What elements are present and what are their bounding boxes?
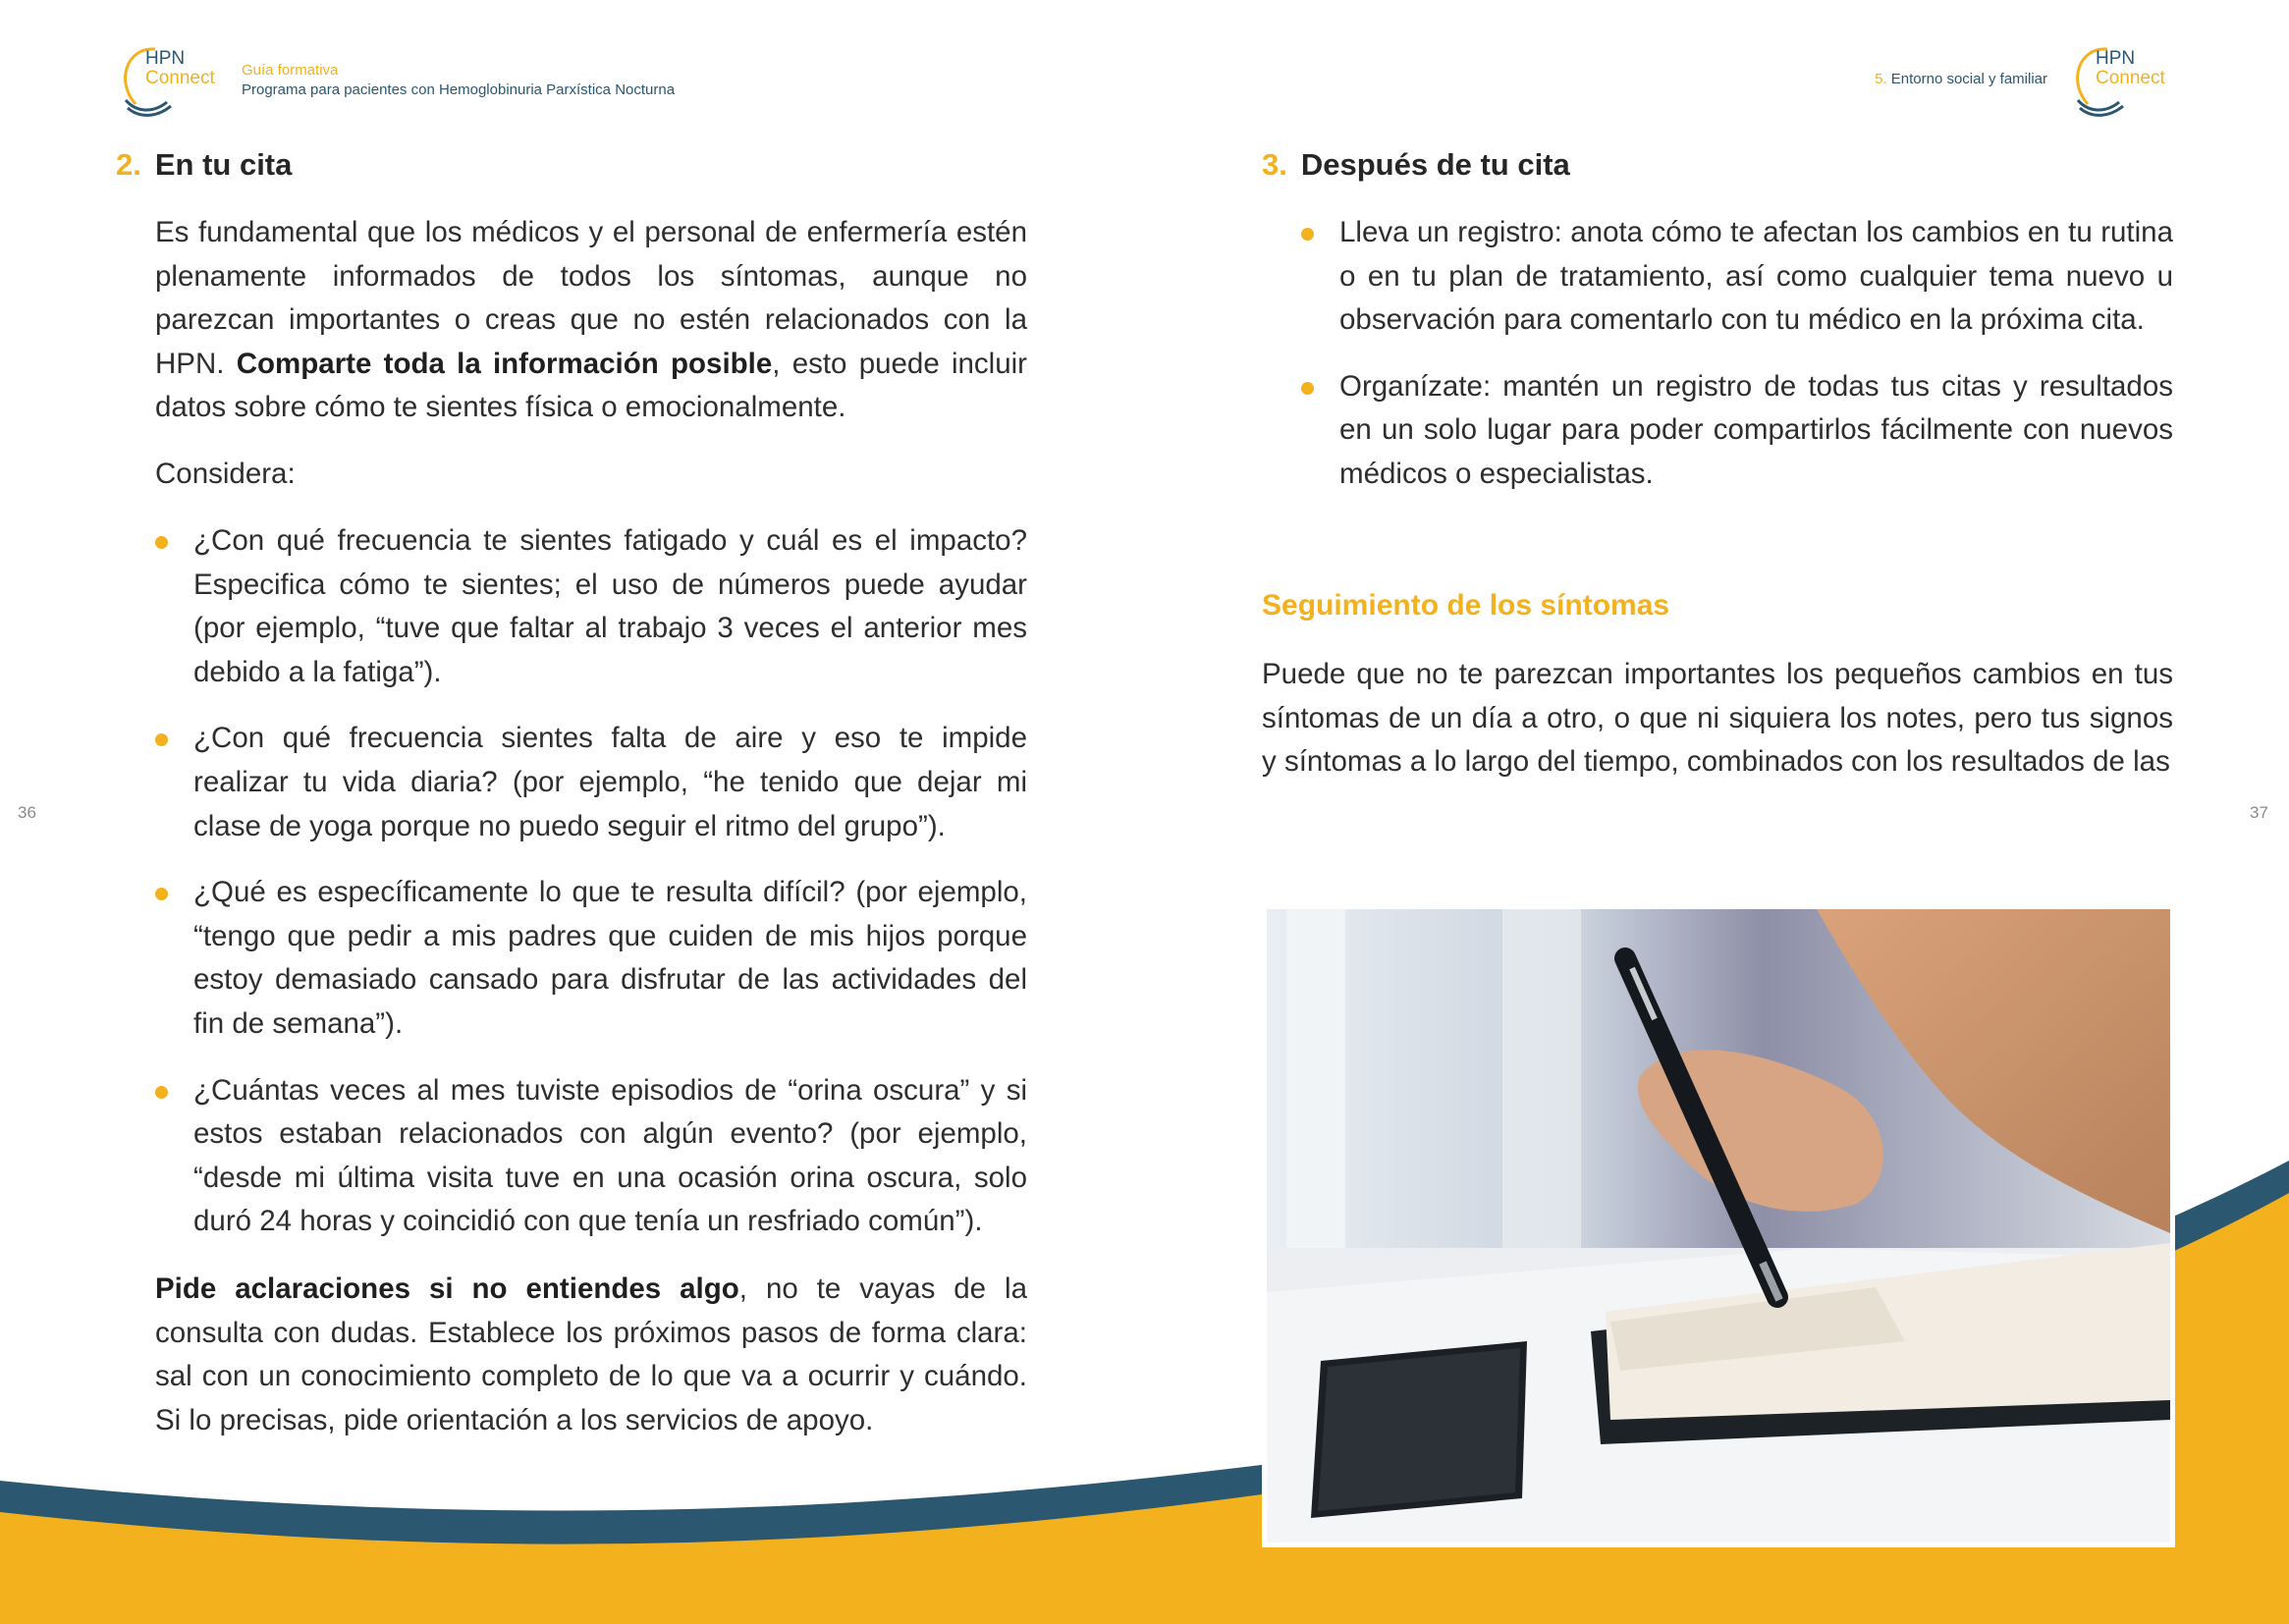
bullet-text: Organízate: mantén un registro de todas tus citas y resultados en un solo lugar para poder compartirlos fácilmente con nuevos médicos o especialistas. [1339, 369, 2173, 490]
section-title: Entorno social y familiar [1890, 71, 2047, 87]
bullet-text: ¿Cuántas veces al mes tuviste episodios de “orina oscura” y si estos estaban relacionados con algún evento? (por ejemplo, “desde mi última visita tuve en una ocasión orina oscura, solo duró 24 horas y coincidió con que tenía un resfriado común”). [193, 1073, 1027, 1238]
photo-frame [1262, 904, 2175, 1547]
right-heading [1262, 147, 1570, 183]
heading-title: Después de tu cita [1300, 147, 1570, 182]
list-item [155, 519, 1027, 694]
page-number-left: 36 [18, 803, 36, 822]
heading-number: 2. [116, 147, 141, 182]
logo-text-hpn: HPN [145, 48, 186, 69]
bullet-dot-icon [1301, 382, 1314, 395]
bullet-text: ¿Qué es específicamente lo que te resulta difícil? (por ejemplo, “tengo que pedir a mis padres que cuiden de mis hijos porque estoy demasiado cansado para disfrutar de las actividades del fin de semana”). [193, 876, 1027, 1040]
closing-paragraph [155, 1268, 1027, 1442]
list-item [1301, 365, 2173, 497]
heading-number: 3. [1262, 147, 1287, 182]
closing-text: , no te vayas de la consulta con dudas. Establece los próximos pasos de forma clara: sal con un conocimiento completo de lo que va a ocurrir y cuándo. Si lo precisas, pide orientación a los servicios de apoyo. [155, 1272, 1027, 1436]
symptoms-paragraph: Puede que no te parezcan importantes los pequeños cambios en tus síntomas de un día a otro, o que ni siquiera los notes, pero tus signos y síntomas a lo largo del tiempo, combinados con los resultados de las [1262, 658, 2173, 779]
list-item [1301, 211, 2173, 343]
closing-bold-text: Pide aclaraciones si no entiendes algo [155, 1272, 739, 1305]
list-item [155, 1069, 1027, 1244]
left-heading [116, 147, 292, 183]
program-label: Programa para pacientes con Hemoglobinuria Parxística Nocturna [242, 81, 676, 98]
hpn-connect-logo-right [2068, 43, 2176, 122]
bullet-text: ¿Con qué frecuencia te sientes fatigado y cuál es el impacto? Especifica cómo te sientes; el uso de números puede ayudar (por ejemplo, “tuve que faltar al trabajo 3 veces el anterior mes debido a la fatiga”). [193, 524, 1027, 688]
header-guide-info [242, 61, 675, 100]
bullet-dot-icon [155, 733, 168, 746]
hpn-connect-logo-left [116, 43, 224, 122]
section-number: 5. [1875, 71, 1887, 87]
intro-text-a: Es fundamental que los médicos y el personal de enfermería estén plenamente informados de todos los síntomas, aunque no parezcan importantes o creas que no estén relacionados con la HPN. [155, 216, 1027, 380]
section-label [1875, 71, 2047, 87]
list-item [155, 717, 1027, 848]
bullet-text: Lleva un registro: anota cómo te afectan los cambios en tu rutina o en tu plan de tratamiento, así como cualquier tema nuevo u observación para comentarlo con tu médico en la próxima cita. [1339, 216, 2173, 337]
hand-writing-notebook-photo [1267, 909, 2170, 1543]
bullet-dot-icon [1301, 228, 1314, 241]
bullet-dot-icon [155, 1086, 168, 1099]
intro-paragraph [155, 211, 1027, 430]
right-bullet-list [1301, 211, 2173, 519]
bullet-text: ¿Con qué frecuencia sientes falta de aire y eso te impide realizar tu vida diaria? (por ejemplo, “he tenido que dejar mi clase de yoga porque no puedo seguir el ritmo del grupo”). [193, 722, 1027, 842]
heading-title: En tu cita [154, 147, 293, 182]
subsection-title: Seguimiento de los síntomas [1262, 589, 1670, 622]
logo-text-hpn: HPN [2096, 48, 2136, 69]
bullet-dot-icon [155, 888, 168, 900]
bullet-dot-icon [155, 536, 168, 549]
page-number-right: 37 [2250, 803, 2268, 822]
logo-text-connect: Connect [2096, 68, 2165, 88]
guide-label: Guía formativa [242, 62, 339, 79]
logo-text-connect: Connect [145, 68, 215, 88]
left-bullet-list [155, 519, 1027, 1267]
considera-label: Considera: [155, 458, 296, 490]
intro-bold-text: Comparte toda la información posible [236, 347, 773, 380]
intro-text-b: , esto puede incluir datos sobre cómo te sientes física o emocionalmente. [155, 347, 1027, 424]
list-item [155, 871, 1027, 1046]
